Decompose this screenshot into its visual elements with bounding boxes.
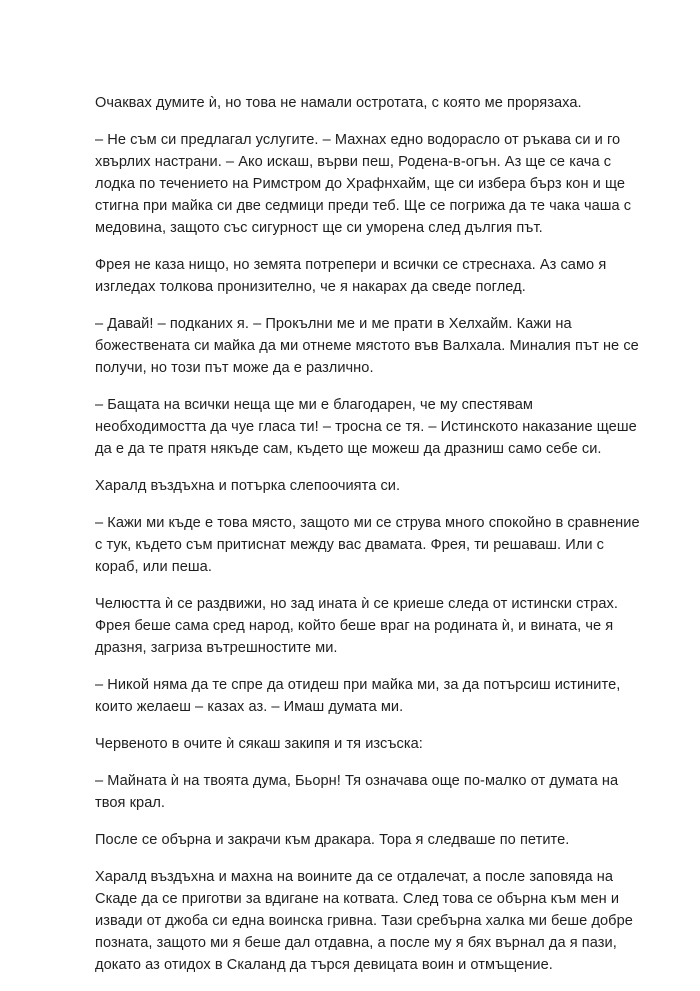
text-line: медовина, защото със сигурност ще си уморена след дългия път. bbox=[95, 220, 543, 236]
paragraph bbox=[95, 313, 639, 379]
document-body bbox=[95, 92, 640, 991]
text-line: – Никой няма да те спре да отидеш при майка ми, за да потърсиш истините, bbox=[95, 677, 621, 693]
text-line: извади от джоба си една воинска гривна. Тази сребърна халка ми беше добре bbox=[95, 913, 633, 929]
text-line: твоя крал. bbox=[95, 795, 166, 811]
text-line: – Майната ѝ на твоята дума, Бьорн! Тя означава още по-малко от думата на bbox=[95, 773, 619, 789]
text-line: хвърлих настрани. – Ако искаш, върви пеш, Родена-в-огън. Аз ще се кача с bbox=[95, 154, 612, 170]
text-line: изгледах толкова пронизително, че я накарах да сведе поглед. bbox=[95, 279, 526, 295]
text-line: После се обърна и закрачи към дракара. Тора я следваше по петите. bbox=[95, 832, 570, 848]
paragraph bbox=[95, 866, 633, 976]
text-line: да е да те пратя някъде сам, където ще можеш да дразниш само себе си. bbox=[95, 441, 602, 457]
text-line: дразня, загриза вътрешностите ми. bbox=[95, 640, 338, 656]
paragraph bbox=[95, 394, 637, 460]
paragraph bbox=[95, 92, 615, 114]
text-line: с тук, където съм притиснат между вас двамата. Фрея, ти решаваш. Или с bbox=[95, 537, 605, 553]
text-line: – Бащата на всички неща ще ми е благодарен, че му спестявам bbox=[95, 397, 533, 413]
text-line: – Давай! – подканих я. – Прокълни ме и ме прати в Хелхайм. Кажи на bbox=[95, 316, 572, 332]
paragraph bbox=[95, 129, 632, 239]
paragraph bbox=[95, 254, 615, 298]
text-line: докато аз отидох в Скаланд да търся девицата воин и отмъщение. bbox=[95, 957, 553, 973]
text-line: получи, но този път може да е различно. bbox=[95, 360, 374, 376]
paragraph bbox=[95, 829, 615, 851]
text-line: Очаквах думите ѝ, но това не намали остротата, с която ме прорязаха. bbox=[95, 95, 582, 111]
paragraph bbox=[95, 733, 615, 755]
text-line: кораб, или пеша. bbox=[95, 559, 212, 575]
text-line: божествената си майка да ми отнеме мястото във Валхала. Миналия път не се bbox=[95, 338, 639, 354]
paragraph bbox=[95, 475, 615, 497]
paragraph bbox=[95, 770, 619, 814]
paragraph bbox=[95, 593, 618, 659]
paragraph bbox=[95, 512, 640, 578]
text-line: лодка по течението на Римстром до Храфнхайм, ще си избера бърз кон и ще bbox=[95, 176, 626, 192]
text-line: които желаеш – казах аз. – Имаш думата ми. bbox=[95, 699, 404, 715]
text-line: Фрея не каза нищо, но земята потрепери и всички се стреснаха. Аз само я bbox=[95, 257, 607, 273]
text-line: стигна при майка си две седмици преди теб. Ще се погрижа да те чака чаша с bbox=[95, 198, 632, 214]
text-line: Челюстта ѝ се раздвижи, но зад ината ѝ се криеше следа от истински страх. bbox=[95, 596, 618, 612]
paragraph bbox=[95, 674, 621, 718]
text-line: Фрея беше сама сред народ, който беше враг на родината ѝ, и вината, че я bbox=[95, 618, 614, 634]
text-line: Харалд въздъхна и потърка слепоочията си. bbox=[95, 478, 401, 494]
text-line: позната, защото ми я беше дал отдавна, а после му я бях върнал да я пази, bbox=[95, 935, 617, 951]
text-line: Червеното в очите ѝ сякаш закипя и тя изсъска: bbox=[95, 736, 423, 752]
text-line: Харалд въздъхна и махна на воините да се отдалечат, а после заповяда на bbox=[95, 869, 614, 885]
text-line: – Кажи ми къде е това място, защото ми се струва много спокойно в сравнение bbox=[95, 515, 640, 531]
text-line: Скаде да се приготви за вдигане на котвата. След това се обърна към мен и bbox=[95, 891, 620, 907]
text-line: необходимостта да чуе гласа ти! – тросна се тя. – Истинското наказание щеше bbox=[95, 419, 637, 435]
text-line: – Не съм си предлагал услугите. – Махнах едно водорасло от ръкава си и го bbox=[95, 132, 621, 148]
